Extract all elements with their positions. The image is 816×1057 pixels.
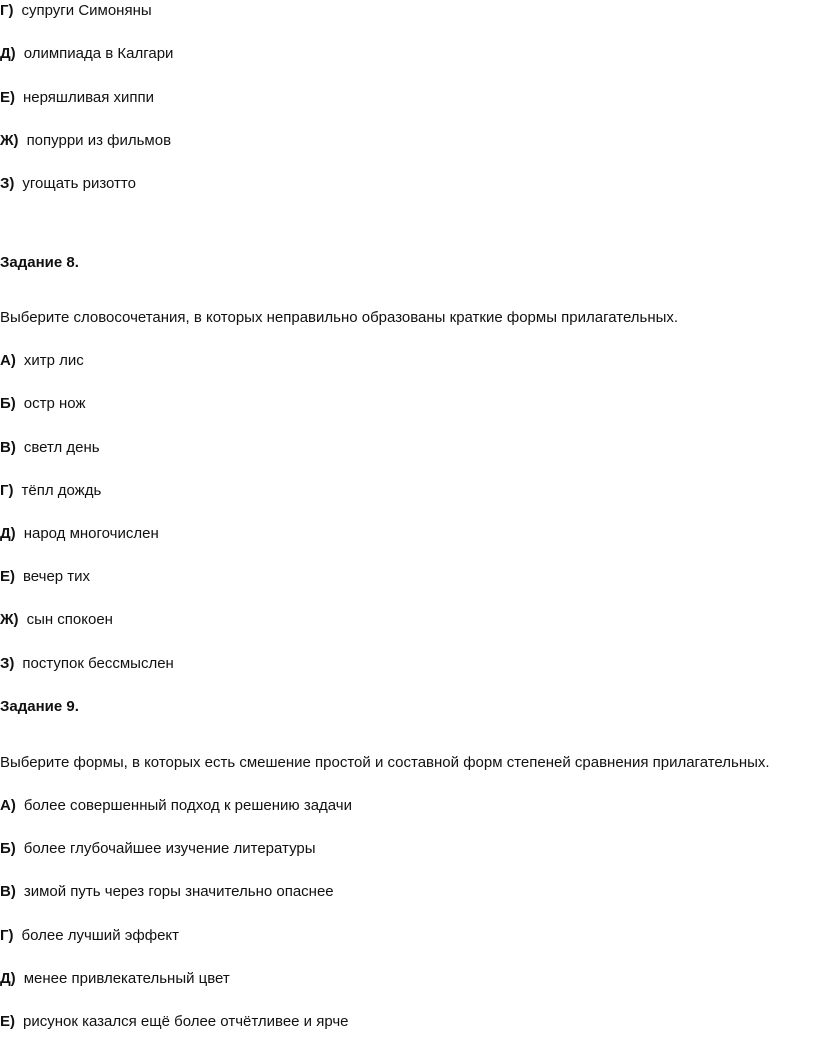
list-item [0,796,352,816]
list-item [0,351,84,371]
item-text: неряшливая хиппи [23,89,155,106]
list-item [0,1,152,21]
item-letter: Г) [0,2,14,19]
list-item [0,88,154,108]
item-text: более совершенный подход к решению задачи [23,797,353,814]
item-letter: Ж) [0,611,19,628]
task8-question: Выберите словосочетания, в которых неправильно образованы краткие формы прилагательных. [0,309,679,326]
item-letter: Б) [0,395,16,412]
item-letter: Д) [0,970,16,987]
item-text: сын спокоен [26,611,113,628]
item-text: вечер тих [23,568,91,585]
list-item [0,174,136,194]
item-letter: Е) [0,1013,15,1030]
list-item [0,654,174,674]
list-item [0,481,101,501]
item-text: хитр лис [23,352,84,369]
list-item [0,524,159,544]
list-item [0,969,230,989]
list-item [0,926,179,946]
item-text: тёпл дождь [21,482,102,499]
list-item [0,438,100,458]
item-letter: Е) [0,568,15,585]
list-item [0,44,173,64]
item-letter: В) [0,883,16,900]
item-text: попурри из фильмов [26,132,172,149]
item-text: народ многочислен [23,525,159,542]
item-text: более лучший эффект [21,927,180,944]
item-letter: Е) [0,89,15,106]
item-letter: А) [0,352,16,369]
item-letter: Д) [0,45,16,62]
item-text: светл день [23,439,100,456]
item-letter: Г) [0,482,14,499]
item-text: поступок бессмыслен [22,655,174,672]
item-text: олимпиада в Калгари [23,45,174,62]
list-item [0,610,113,630]
list-item [0,394,86,414]
item-letter: Б) [0,840,16,857]
item-text: рисунок казался ещё более отчётливее и ярче [23,1013,349,1030]
list-item [0,839,316,859]
list-item [0,131,171,151]
item-letter: А) [0,797,16,814]
task8-title: Задание 8. [0,254,79,271]
item-letter: Г) [0,927,14,944]
item-text: менее привлекательный цвет [23,970,230,987]
item-text: зимой путь через горы значительно опаснее [23,883,334,900]
task9-question: Выберите формы, в которых есть смешение простой и составной форм степеней сравнения прилагательных. [0,754,770,771]
list-item [0,1012,349,1032]
item-text: угощать ризотто [22,175,136,192]
item-text: более глубочайшее изучение литературы [23,840,316,857]
item-letter: З) [0,655,15,672]
item-letter: З) [0,175,15,192]
list-item [0,567,90,587]
item-text: остр нож [23,395,86,412]
item-letter: Д) [0,525,16,542]
task9-title: Задание 9. [0,698,79,715]
item-text: супруги Симоняны [21,2,152,19]
item-letter: Ж) [0,132,19,149]
list-item [0,882,334,902]
item-letter: В) [0,439,16,456]
